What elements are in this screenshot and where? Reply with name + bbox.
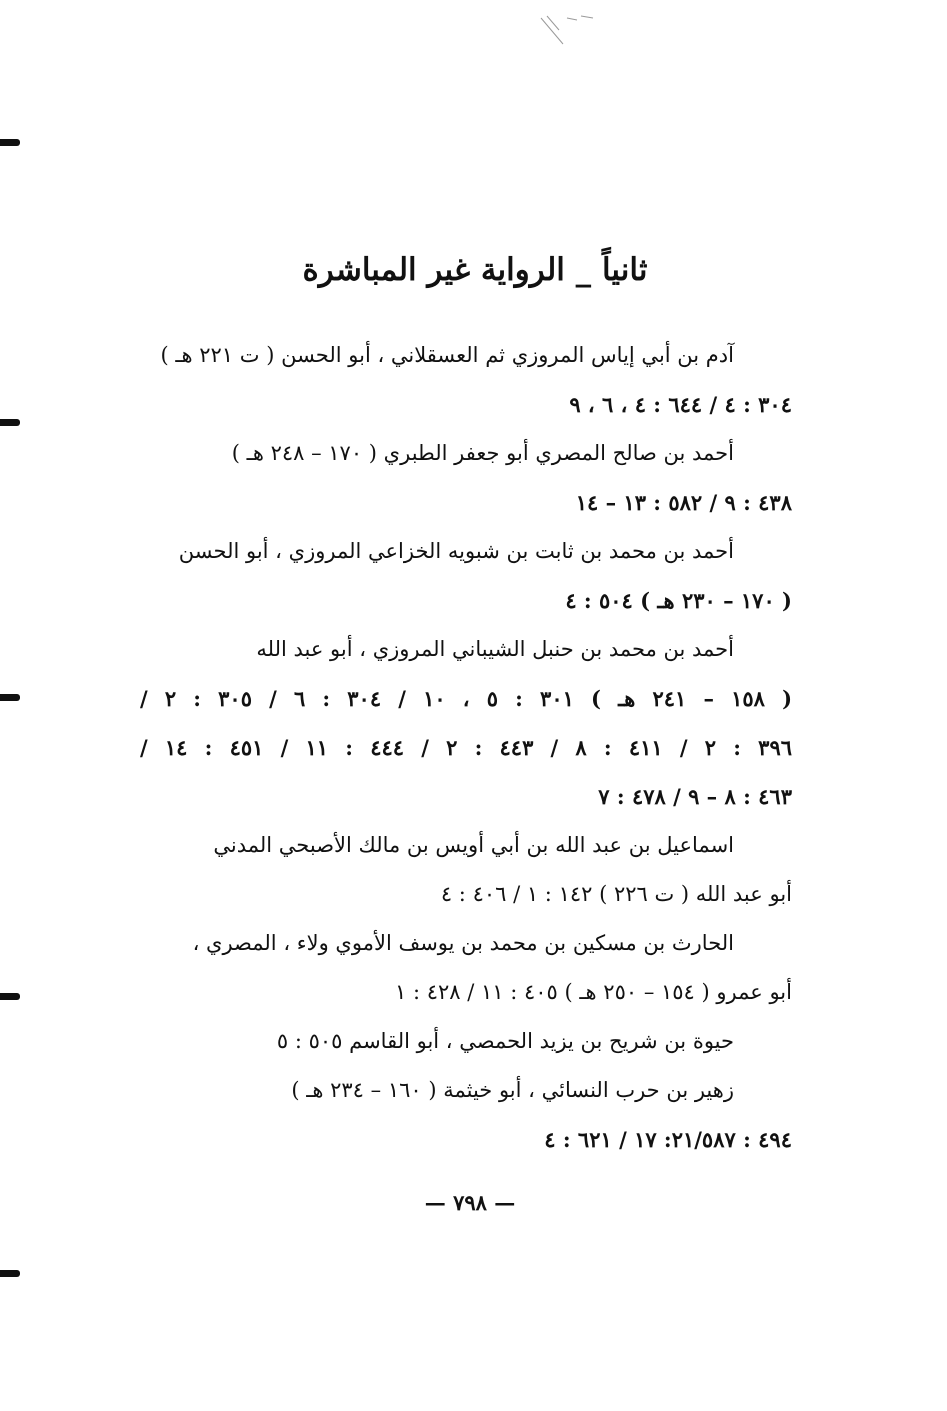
entry-reference-line: ( ١٧٠ – ٢٣٠ هـ ) ٥٠٤ : ٤ xyxy=(565,588,792,613)
index-entry xyxy=(140,429,792,527)
entry-reference-line: ٣٩٦ : ٢ / ٤١١ : ٨ / ٤٤٣ : ٢ / ٤٤٤ : ١١ / ٤٥١ : ١٤ / xyxy=(140,735,793,760)
entry-name-line: أحمد بن محمد بن ثابت بن شبويه الخزاعي المروزي ، أبو الحسن xyxy=(178,539,734,563)
entry-reference-line: أبو عمرو ( ١٥٤ – ٢٥٠ هـ ) ٤٠٥ : ١١ / ٤٢٨ : ١ xyxy=(395,980,792,1004)
index-entry xyxy=(140,821,792,919)
margin-mark xyxy=(0,993,20,1000)
page-title: ثانياً _ الرواية غير المباشرة xyxy=(302,252,648,288)
margin-mark xyxy=(0,139,20,146)
index-entry xyxy=(140,625,792,821)
narrator-index-list xyxy=(140,331,792,1164)
index-entry xyxy=(140,919,792,1017)
entry-reference-line: ٣٠٤ : ٤ / ٦٤٤ : ٤ ، ٦ ، ٩ xyxy=(569,392,792,417)
entry-name-line: الحارث بن مسكين بن محمد بن يوسف الأموي ولاء ، المصري ، xyxy=(192,931,734,955)
index-entry xyxy=(140,527,792,625)
entry-reference-line: ( ١٥٨ – ٢٤١ هـ ) ٣٠١ : ٥ ، ١٠ / ٣٠٤ : ٦ / ٣٠٥ : ٢ / xyxy=(140,686,793,711)
entry-name-line: أحمد بن محمد بن حنبل الشيباني المروزي ، أبو عبد الله xyxy=(256,637,734,661)
page-number: — ٧٩٨ — xyxy=(424,1190,516,1215)
margin-mark xyxy=(0,419,20,426)
index-entry xyxy=(140,331,792,429)
margin-mark xyxy=(0,1270,20,1277)
entry-name-line: اسماعيل بن عبد الله بن أبي أويس بن مالك الأصبحي المدني xyxy=(213,833,734,857)
entry-name-line: أحمد بن صالح المصري أبو جعفر الطبري ( ١٧٠ – ٢٤٨ هـ ) xyxy=(231,441,734,465)
entry-reference-line: ٤٣٨ : ٩ / ٥٨٢ : ١٣ – ١٤ xyxy=(575,490,792,515)
entry-name-line: زهير بن حرب النسائي ، أبو خيثمة ( ١٦٠ – ٢٣٤ هـ ) xyxy=(291,1078,734,1102)
entry-reference-line: ٤٦٣ : ٨ – ٩ / ٤٧٨ : ٧ xyxy=(598,784,792,809)
pencil-scribble-mark xyxy=(537,12,597,50)
entry-name-line: حيوة بن شريح بن يزيد الحمصي ، أبو القاسم ٥٠٥ : ٥ xyxy=(276,1029,734,1053)
index-entry xyxy=(140,1066,792,1164)
entry-reference-line: أبو عبد الله ( ت ٢٢٦ ) ١٤٢ : ١ / ٤٠٦ : ٤ xyxy=(440,882,792,906)
entry-name-line: آدم بن أبي إياس المروزي ثم العسقلاني ، أبو الحسن ( ت ٢٢١ هـ ) xyxy=(160,343,734,367)
index-entry xyxy=(140,1017,792,1066)
margin-mark xyxy=(0,694,20,701)
entry-reference-line: ٤٩٤ : ٢١/٥٨٧: ١٧ / ٦٢١ : ٤ xyxy=(544,1127,792,1152)
